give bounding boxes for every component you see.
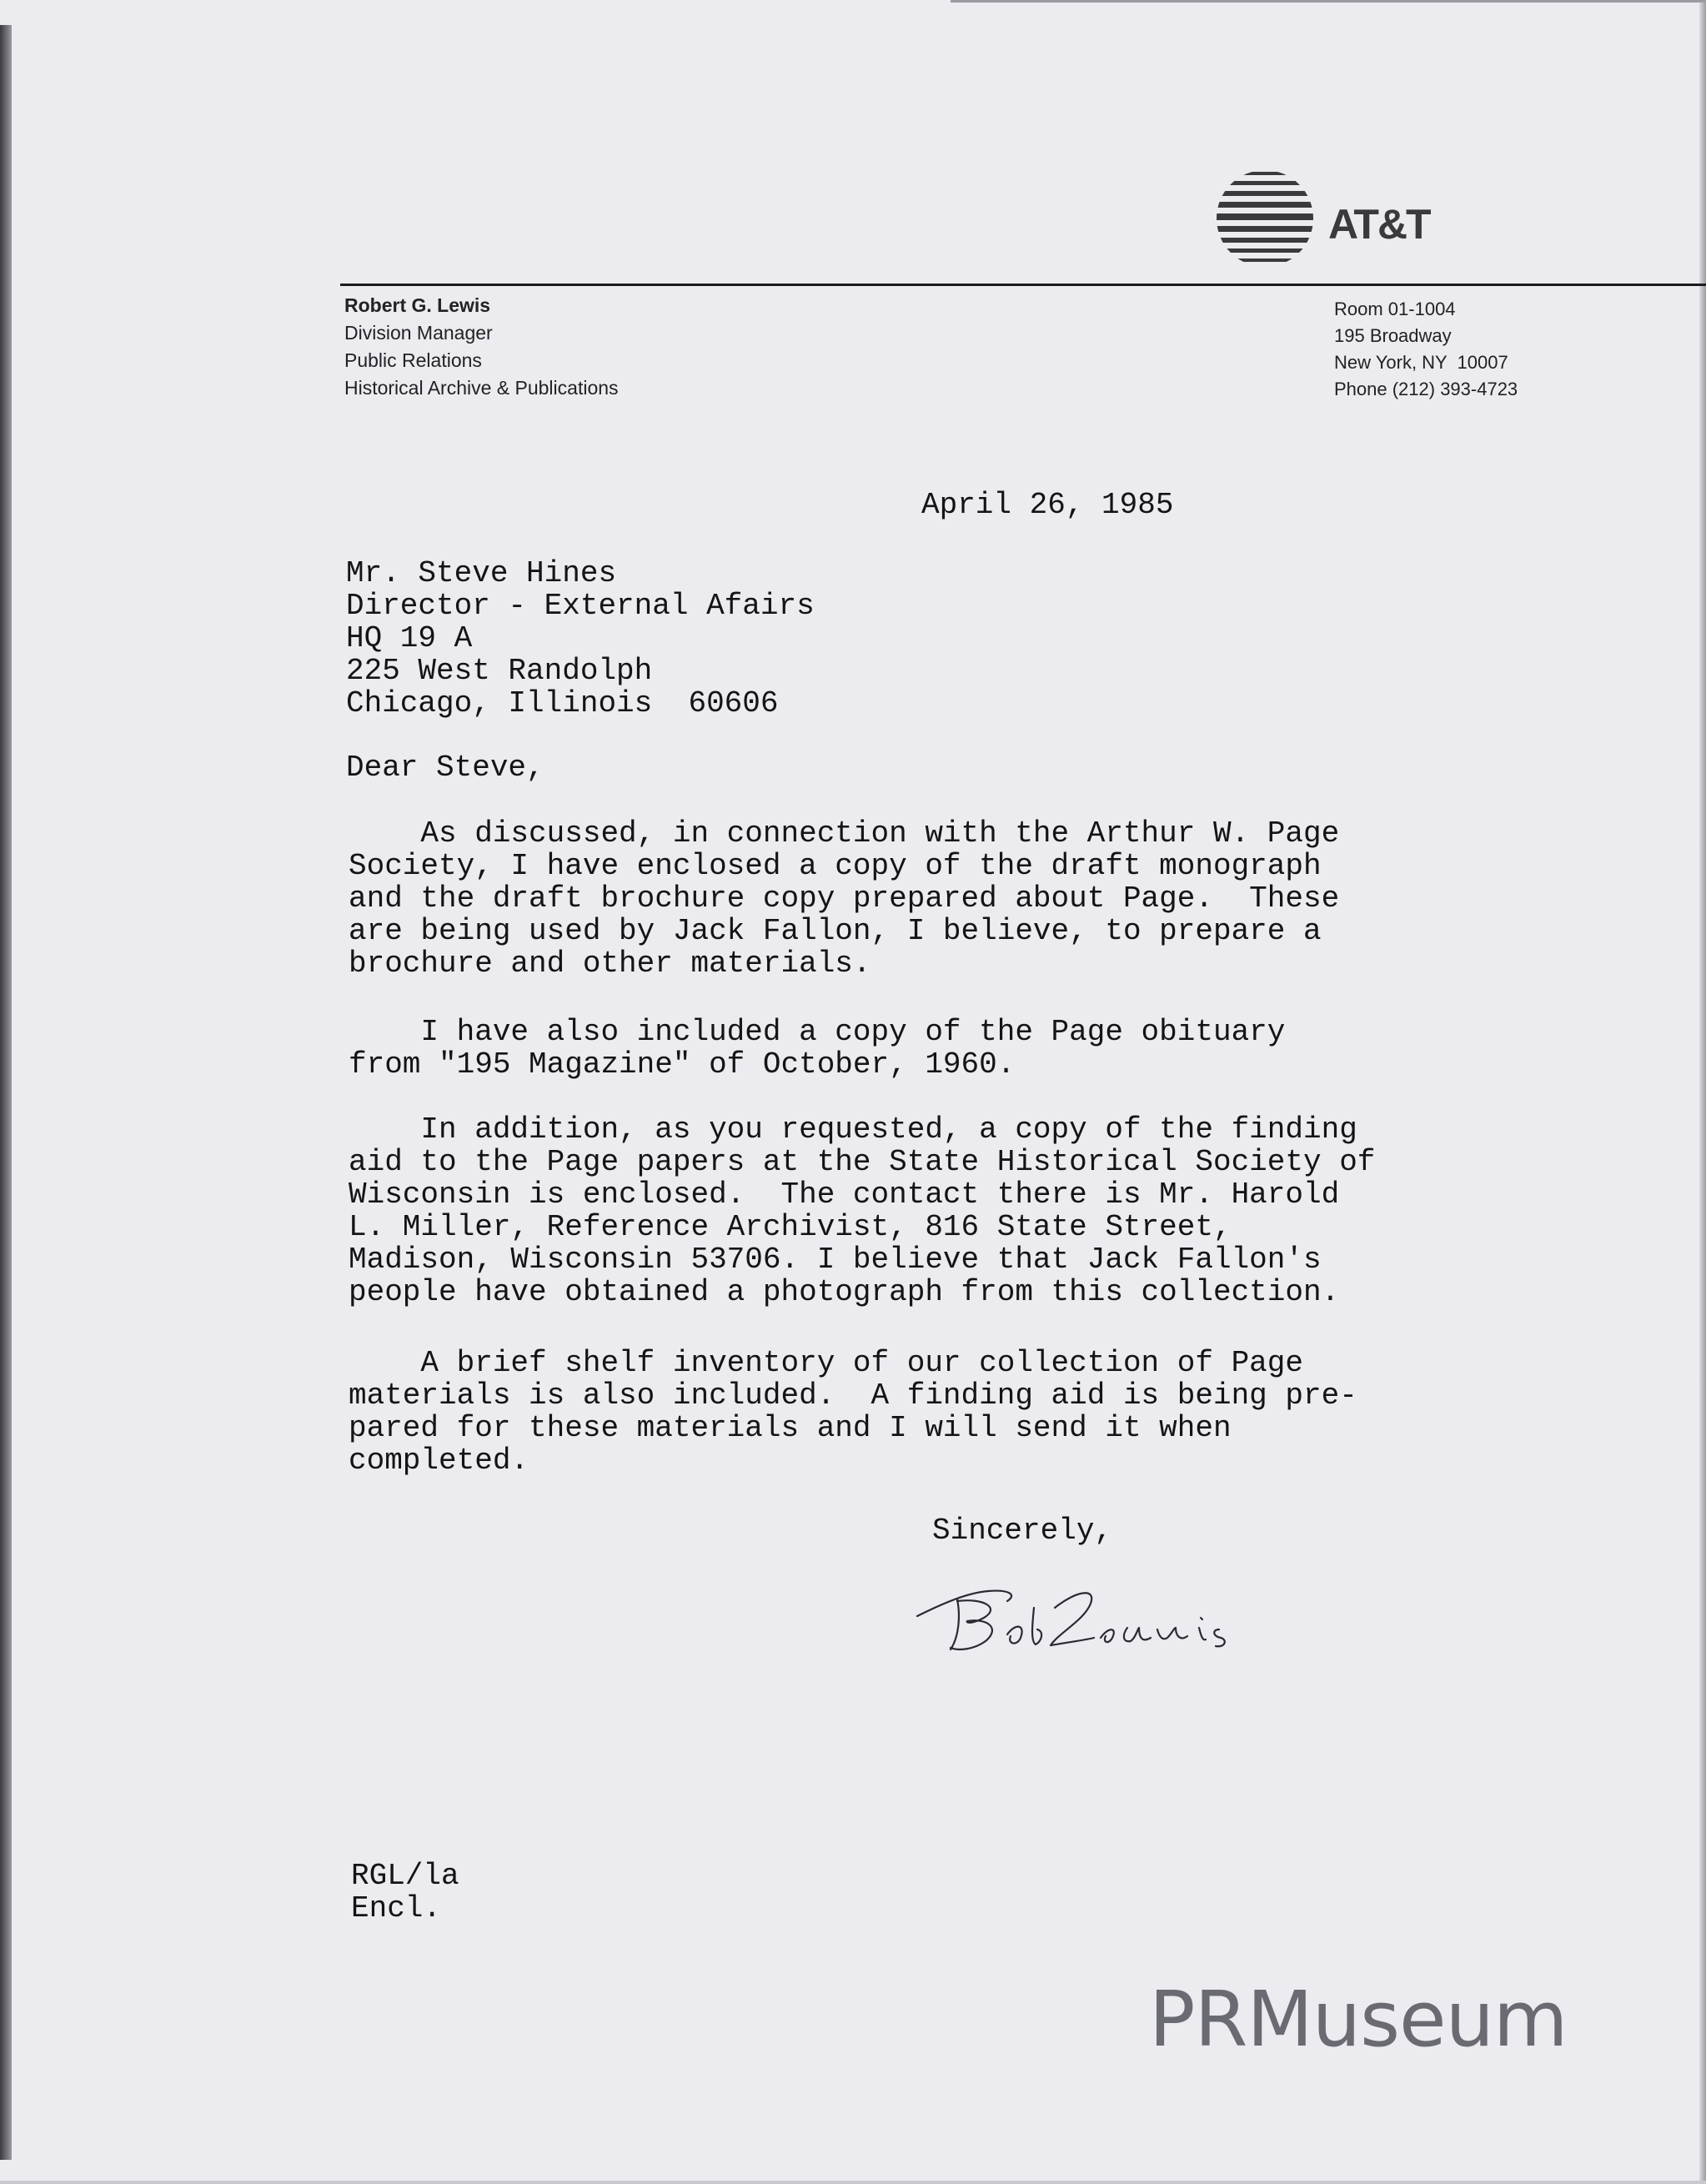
recipient-block bbox=[346, 557, 815, 720]
sender-name: Robert G. Lewis bbox=[344, 294, 491, 316]
sender-title: Division Manager bbox=[344, 322, 493, 344]
att-globe-icon bbox=[1213, 167, 1317, 271]
body-paragraph-2: I have also included a copy of the Page obituary from "195 Magazine" of October, 1960. bbox=[349, 1015, 1286, 1082]
scan-edge-top bbox=[951, 0, 1706, 3]
recipient-city: Chicago, Illinois 60606 bbox=[346, 686, 779, 720]
address-room: Room 01-1004 bbox=[1334, 299, 1456, 319]
sender-address bbox=[1334, 296, 1518, 403]
signature-image bbox=[909, 1558, 1259, 1666]
recipient-title: Director - External Afairs bbox=[346, 589, 815, 623]
typist-initials: RGL/la bbox=[351, 1859, 459, 1893]
address-phone: Phone (212) 393-4723 bbox=[1334, 379, 1518, 399]
sender-division: Historical Archive & Publications bbox=[344, 377, 619, 399]
closing: Sincerely, bbox=[932, 1514, 1113, 1548]
recipient-name: Mr. Steve Hines bbox=[346, 556, 617, 590]
body-paragraph-4: A brief shelf inventory of our collection of Page materials is also included. A finding aid is being pre- pared for these materials and I will send it when completed. bbox=[349, 1346, 1357, 1478]
recipient-office: HQ 19 A bbox=[346, 621, 473, 655]
scan-edge-right bbox=[1699, 0, 1706, 2184]
body-paragraph-1: As discussed, in connection with the Arthur W. Page Society, I have enclosed a copy of the draft monograph and the draft brochure copy prepared about Page. These are being used by Jack Fallon, I believe, to prepare a brochure and other materials. bbox=[349, 816, 1340, 981]
prmuseum-watermark: PRMuseum bbox=[1149, 1975, 1568, 2064]
att-logo bbox=[1213, 167, 1430, 271]
recipient-street: 225 West Randolph bbox=[346, 654, 653, 688]
scan-edge-left bbox=[0, 25, 12, 2160]
address-street: 195 Broadway bbox=[1334, 325, 1452, 346]
body-paragraph-3: In addition, as you requested, a copy of the finding aid to the Page papers at the State Historical Society of Wisconsin is enclosed. The contact there is Mr. Harold L. Miller, Reference Archivist, 816 State Street, Madison, Wisconsin 53706. I believe that Jack Fallon's people have obtained a photograph from this collection. bbox=[349, 1112, 1376, 1309]
reference-initials bbox=[351, 1860, 459, 1925]
letterhead-rule bbox=[340, 284, 1706, 286]
sender-department: Public Relations bbox=[344, 349, 482, 371]
att-logo-text: AT&T bbox=[1328, 201, 1430, 248]
sender-block bbox=[344, 292, 619, 402]
salutation: Dear Steve, bbox=[346, 751, 544, 785]
address-city: New York, NY 10007 bbox=[1334, 352, 1508, 373]
enclosure-note: Encl. bbox=[351, 1891, 442, 1925]
scan-edge-bottom bbox=[0, 2181, 1706, 2184]
letter-date: April 26, 1985 bbox=[921, 488, 1174, 522]
